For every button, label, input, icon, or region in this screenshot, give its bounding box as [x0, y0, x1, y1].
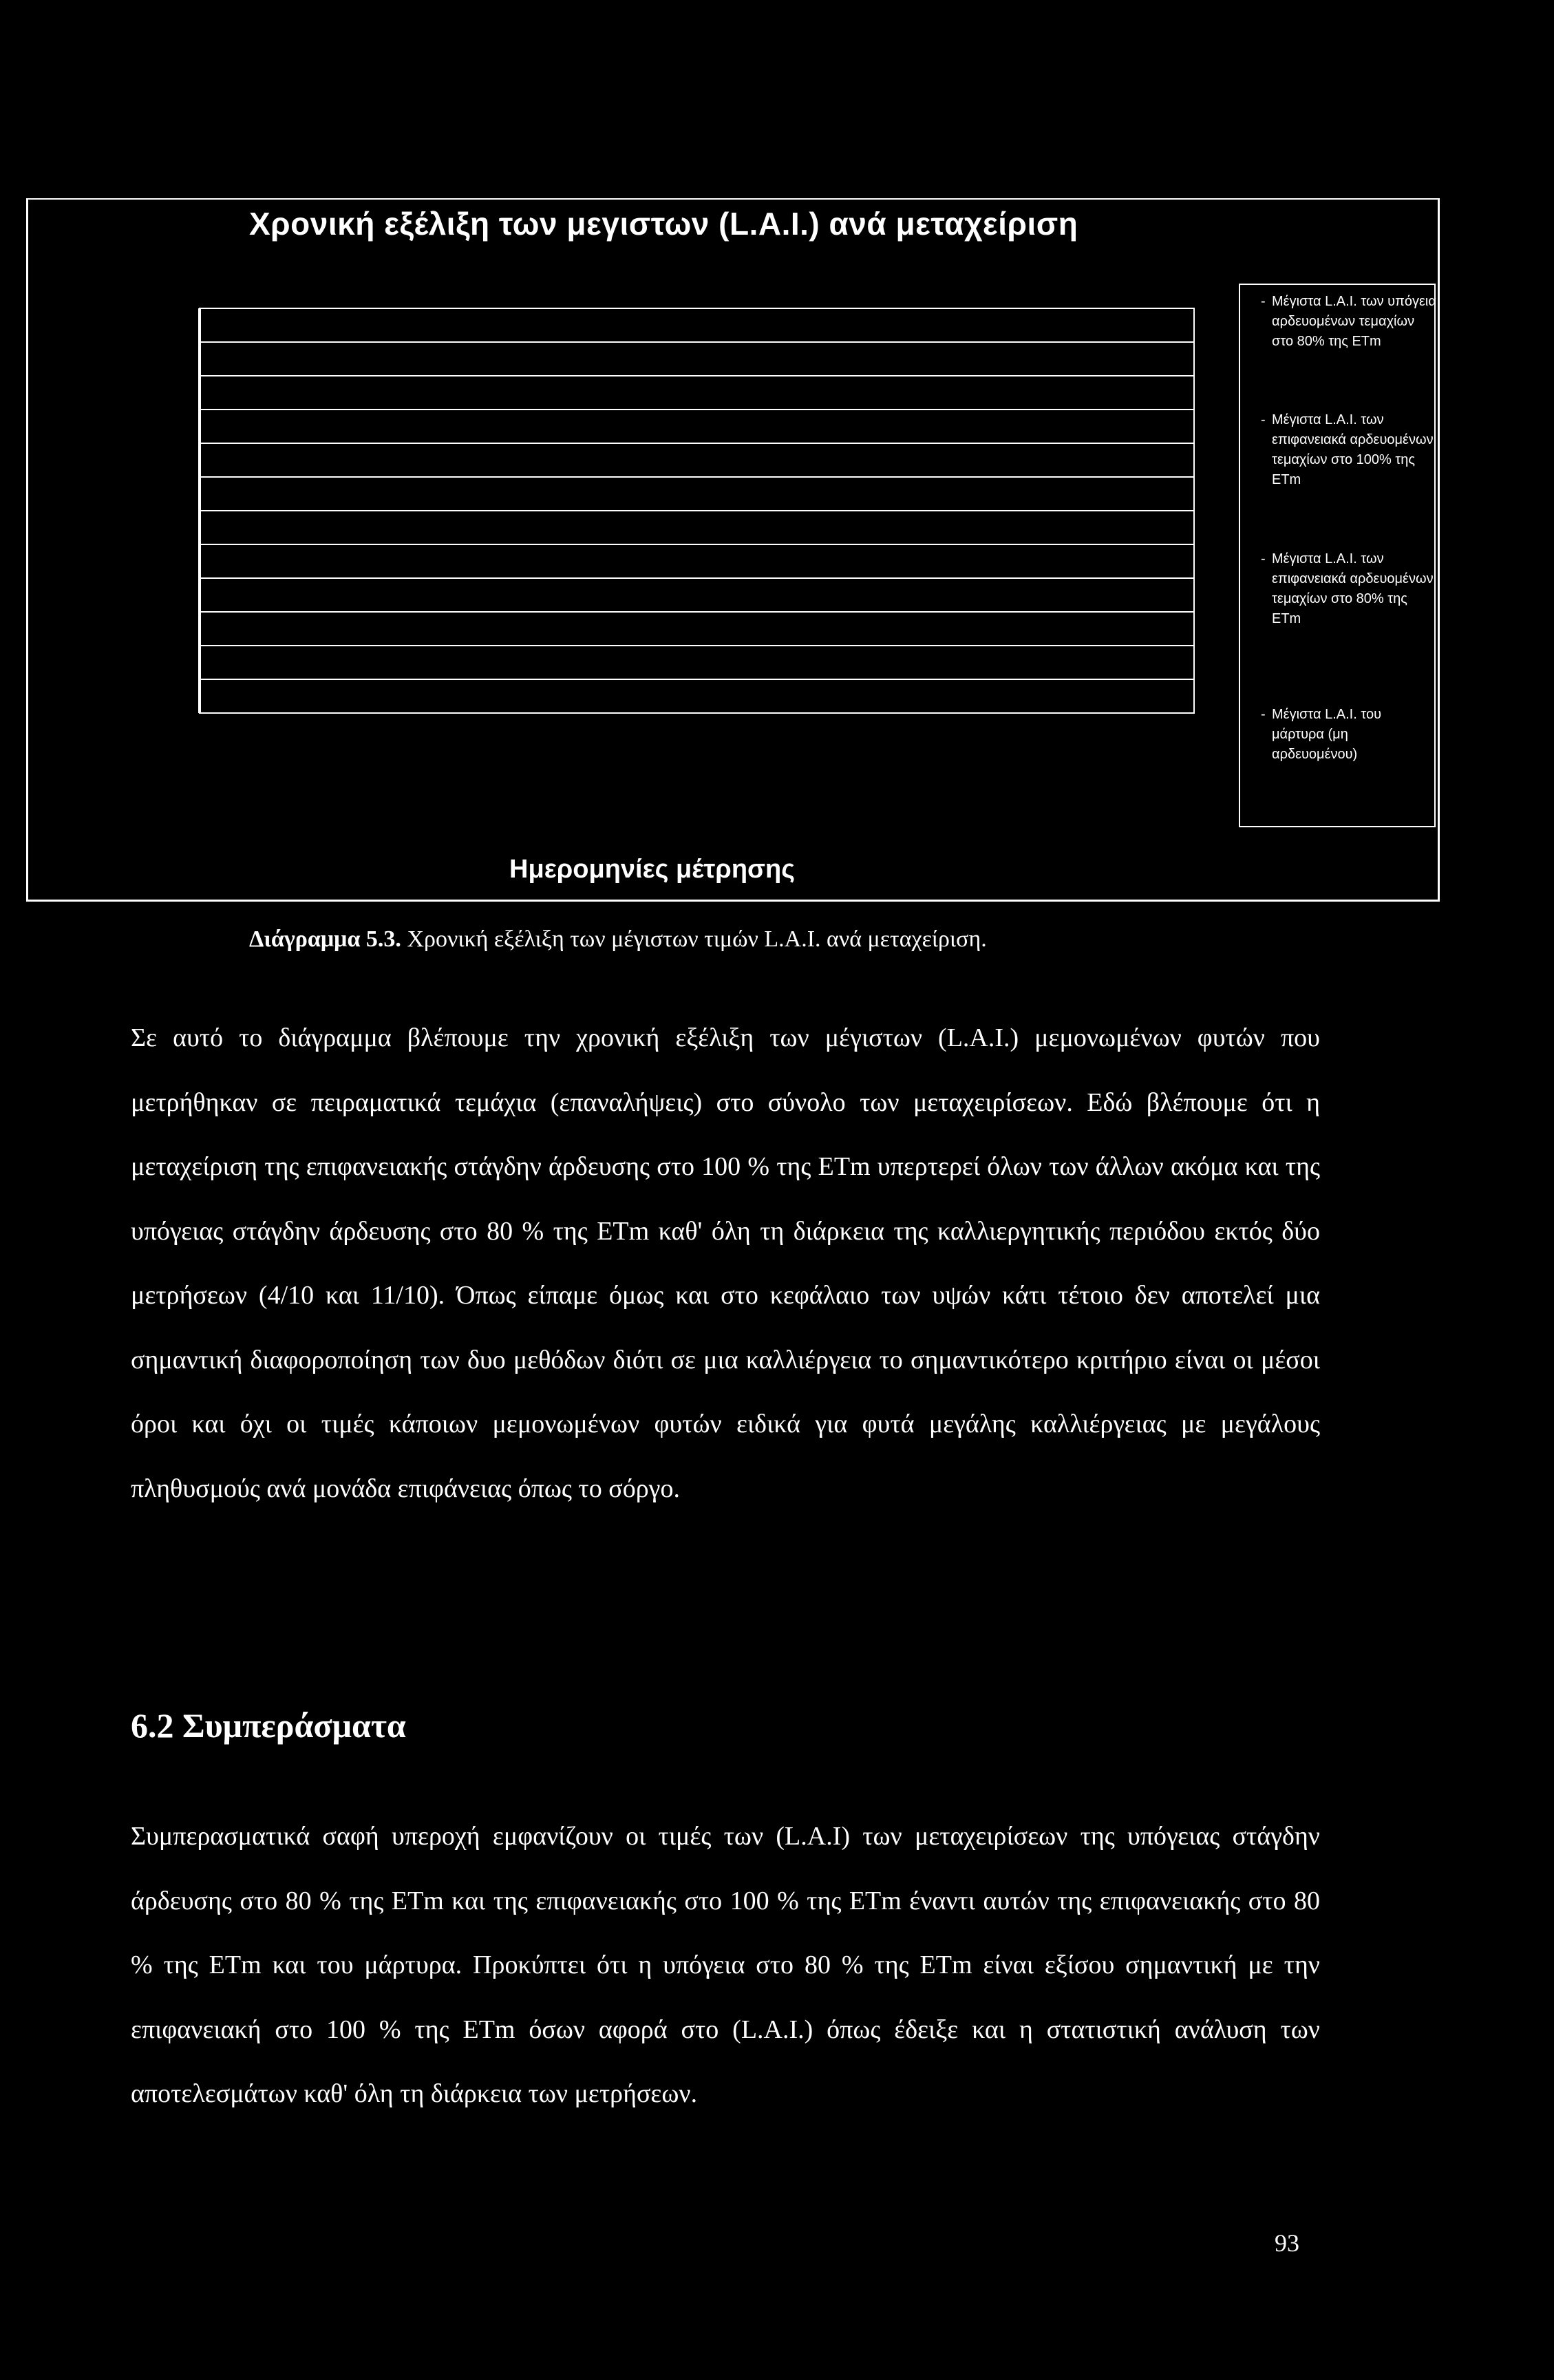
page-number: 93	[1275, 2229, 1299, 2257]
legend-entry-surface-100: - Μέγιστα L.A.I. των επιφανειακά αρδευομένων τεμαχίων στο 100% της ETm	[1261, 412, 1434, 487]
figure-caption	[249, 926, 987, 953]
section-heading: 6.2 Συμπεράσματα	[131, 1706, 406, 1745]
legend-entry-subsurface-80: - Μέγιστα L.A.I. των υπόγεια αρδευομένων τεμαχίων στο 80% της ETm	[1261, 294, 1436, 349]
conclusions-paragraph: Συμπερασματικά σαφή υπεροχή εμφανίζουν οι τιμές των (L.A.I) των μεταχειρίσεων της υπόγειας στάγδην άρδευσης στο 80 % της ETm και της επιφανειακής στο 100 % της ETm έναντι αυτών της επιφανειακής στο 80 % της ETm και του μάρτυρα. Προκύπτει ότι η υπόγεια στο 80 % της ETm είναι εξίσου σημαντική με την επιφανειακή στο 100 % της ETm όσων αφορά στο (L.A.I.) όπως έδειξε και η στατιστική ανάλυση των αποτελεσμάτων καθ' όλη τη διάρκεια των μετρήσεων.	[131, 1822, 1320, 2108]
caption-label: Διάγραμμα 5.3.	[249, 926, 401, 952]
legend-entry-surface-80: - Μέγιστα L.A.I. των επιφανειακά αρδευομένων τεμαχίων στο 80% της ETm	[1261, 551, 1434, 626]
chart-title: Χρονική εξέλιξη των μεγιστων (L.A.I.) ανά μεταχείριση	[249, 206, 1078, 242]
x-axis-label: Ημερομηνίες μέτρησης	[509, 855, 795, 884]
body-paragraph: Σε αυτό το διάγραμμα βλέπουμε την χρονική εξέλιξη των μέγιστων (L.A.I.) μεμονωμένων φυτών που μετρήθηκαν σε πειραματικά τεμάχια (επαναλήψεις) στο σύνολο των μεταχειρίσεων. Εδώ βλέπουμε ότι η μεταχείριση της επιφανειακής στάγδην άρδευσης στο 100 % της ETm υπερτερεί όλων των άλλων ακόμα και της υπόγειας στάγδην άρδευσης στο 80 % της ETm καθ' όλη τη διάρκεια της καλλιεργητικής περιόδου εκτός δύο μετρήσεων (4/10 και 11/10). Όπως είπαμε όμως και στο κεφάλαιο των υψών κάτι τέτοιο δεν αποτελεί μια σημαντική διαφοροποίηση των δυο μεθόδων διότι σε μια καλλιέργεια το σημαντικότερο κριτήριο είναι οι μέσοι όροι και όχι οι τιμές κάποιων μεμονωμένων φυτών ειδικά για φυτά μεγάλης καλλιέργειας με μεγάλους πληθυσμούς ανά μονάδα επιφάνειας όπως το σόργο.	[131, 1023, 1320, 1503]
caption-text: Χρονική εξέλιξη των μέγιστων τιμών L.A.I. ανά μεταχείριση.	[401, 926, 987, 952]
chart-frame	[26, 198, 1440, 902]
legend-entry-control: - Μέγιστα L.A.I. του μάρτυρα (μη αρδευομένου)	[1261, 707, 1382, 762]
